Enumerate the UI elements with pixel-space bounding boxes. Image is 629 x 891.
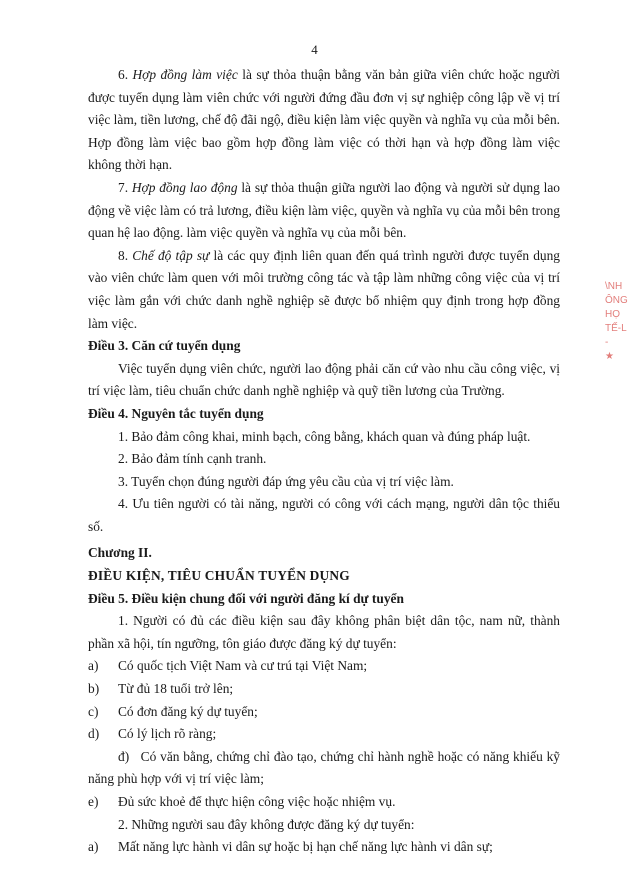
exclusion-item	[88, 836, 560, 859]
condition-text: Từ đủ 18 tuổi trở lên;	[118, 681, 234, 697]
definition-8	[88, 245, 560, 335]
definition-number: 7.	[118, 179, 129, 195]
definition-text: là sự thỏa thuận giữa người lao động và người sử dụng lao động về việc làm có trả lương, điều kiện làm việc, quyền và nghĩa vụ của mỗi bên trong quan hệ lao động. làm việc quyền và nghĩa vụ của mỗi bên.	[88, 179, 560, 241]
definition-term: Hợp đồng làm việc	[132, 67, 238, 82]
article-3-heading: Điều 3. Căn cứ tuyển dụng	[88, 338, 241, 354]
condition-text: Có đơn đăng ký dự tuyển;	[118, 703, 258, 719]
stamp-star-icon: ★	[605, 351, 614, 362]
stamp-line: HỌ	[605, 309, 620, 320]
condition-item	[88, 723, 560, 746]
condition-marker: e)	[88, 794, 99, 809]
definition-7	[88, 177, 560, 245]
definition-number: 6.	[118, 67, 129, 82]
stamp-line: \NH	[605, 281, 623, 292]
condition-marker: c)	[88, 703, 99, 719]
condition-item-long	[88, 746, 560, 791]
condition-item	[88, 655, 560, 678]
condition-text: Đủ sức khoẻ để thực hiện công việc hoặc nhiệm vụ.	[118, 794, 396, 809]
exclusion-intro: 2. Những người sau đây không được đăng ký dự tuyển:	[118, 816, 415, 832]
condition-text: Có lý lịch rõ ràng;	[118, 726, 217, 742]
article-5-heading: Điều 5. Điều kiện chung đối với người đăng kí dự tuyển	[88, 590, 404, 606]
stamp-line: TẾ-L	[605, 323, 627, 334]
exclusion-text: Mất năng lực hành vi dân sự hoặc bị hạn chế năng lực hành vi dân sự;	[118, 839, 493, 855]
condition-marker: đ)	[118, 748, 130, 764]
definition-term: Chế độ tập sự	[132, 247, 210, 263]
document-body	[88, 64, 560, 859]
chapter-label: Chương II.	[88, 545, 152, 561]
condition-text: Có văn bằng, chứng chỉ đào tạo, chứng chỉ hành nghề hoặc có năng khiếu kỹ năng phù hợp với vị trí việc làm;	[88, 748, 561, 787]
condition-intro: 1. Người có đủ các điều kiện sau đây không phân biệt dân tộc, nam nữ, thành phần xã hội, tín ngưỡng, tôn giáo được đăng ký dự tuyển:	[88, 613, 560, 651]
definition-text: là sự thỏa thuận bằng văn bản giữa viên chức hoặc người được tuyển dụng làm viên chức với người đứng đầu đơn vị sự nghiệp công lập về vị trí việc làm, tiền lương, chế độ đãi ngộ, điều kiện làm việc quyền và nghĩa vụ của mỗi bên. Hợp đồng làm việc bao gồm hợp đồng làm việc có thời hạn và hợp đồng làm việc không thời hạn.	[88, 67, 560, 173]
definition-number: 8.	[118, 247, 129, 263]
condition-text: Có quốc tịch Việt Nam và cư trú tại Việt Nam;	[118, 658, 368, 674]
principle-item: 2. Bảo đảm tính cạnh tranh.	[118, 451, 267, 467]
condition-marker: a)	[88, 658, 99, 674]
condition-item	[88, 791, 560, 814]
principle-item: 3. Tuyển chọn đúng người đáp ứng yêu cầu của vị trí việc làm.	[118, 473, 454, 489]
principle-item: 1. Bảo đảm công khai, minh bạch, công bằng, khách quan và đúng pháp luật.	[118, 428, 531, 444]
article-3-text: Việc tuyển dụng viên chức, người lao động phải căn cứ vào nhu cầu công việc, vị trí việc làm, tiêu chuẩn chức danh nghề nghiệp và quỹ tiền lương của Trường.	[88, 360, 560, 399]
chapter-title: ĐIỀU KIỆN, TIÊU CHUẨN TUYỂN DỤNG	[88, 568, 350, 584]
condition-marker: b)	[88, 681, 100, 697]
condition-item	[88, 701, 560, 724]
stamp-line: ÔNG	[605, 295, 628, 306]
stamp-line: -	[605, 337, 609, 348]
article-4-heading: Điều 4. Nguyên tắc tuyển dụng	[88, 405, 264, 421]
definition-6	[88, 64, 560, 177]
exclusion-marker: a)	[88, 839, 99, 855]
condition-marker: d)	[88, 726, 100, 742]
principle-item: 4. Ưu tiên người có tài năng, người có công với cách mạng, người dân tộc thiểu số.	[88, 496, 560, 534]
definition-text: là các quy định liên quan đến quá trình người được tuyển dụng vào viên chức làm quen với môi trường công tác và tập làm những công việc của vị trí việc làm gắn với chức danh nghề nghiệp sẽ được bổ nhiệm quy định trong hợp đồng làm việc.	[88, 247, 560, 331]
condition-item	[88, 678, 560, 701]
red-seal-stamp	[605, 280, 629, 370]
page-number: 4	[311, 42, 318, 57]
definition-term: Hợp đồng lao động	[131, 179, 238, 195]
